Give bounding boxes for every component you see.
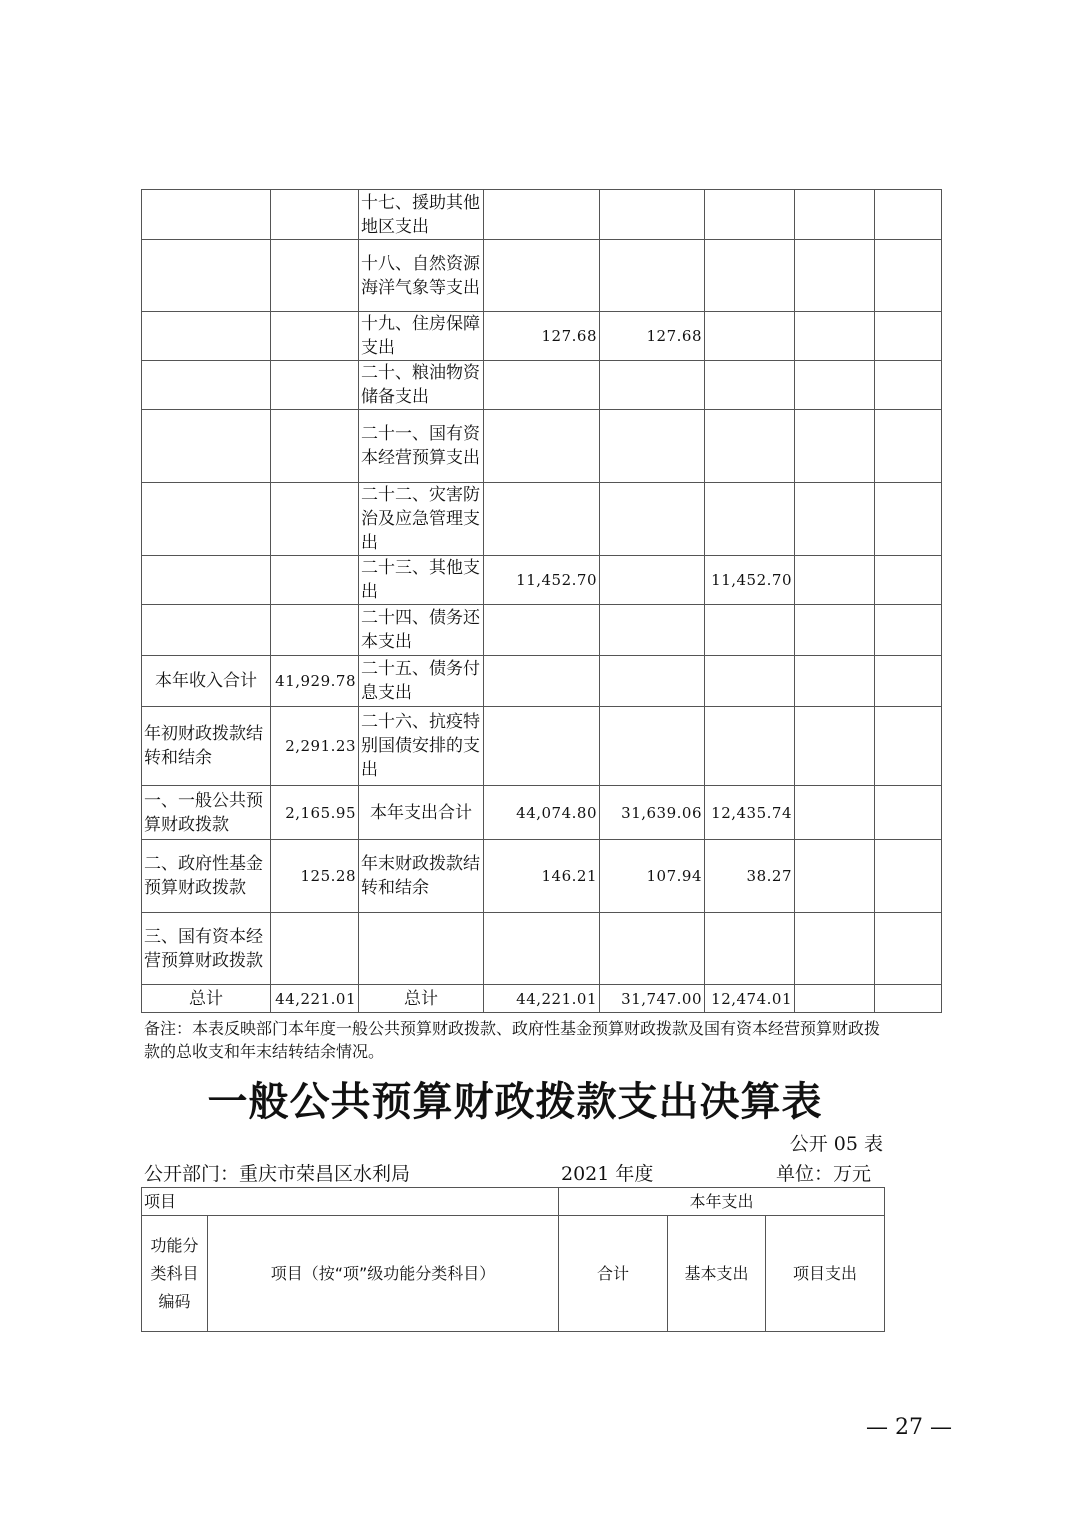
table-cell-c4: [484, 483, 600, 556]
table-cell-c8: [875, 556, 942, 605]
table-cell-c2: [271, 361, 359, 410]
table-cell-c2: [271, 240, 359, 312]
table-row: [142, 312, 942, 361]
table-cell-c2: 41,929.78: [271, 656, 359, 707]
table-cell-c4: 127.68: [484, 312, 600, 361]
table-cell-c2: 2,165.95: [271, 786, 359, 840]
unit-label: 单位：万元: [776, 1163, 872, 1185]
table-cell-c1: 一、一般公共预算财政拨款: [142, 786, 271, 840]
table-cell-c5: [600, 913, 705, 985]
table-cell-c8: [875, 985, 942, 1013]
table-cell-c3: 本年支出合计: [359, 786, 484, 840]
table-cell-c4: [484, 361, 600, 410]
table-cell-c1: [142, 410, 271, 483]
page-number: — 27 —: [866, 1415, 952, 1440]
table-row: [142, 707, 942, 786]
table-cell-c6: [705, 707, 795, 786]
table-cell-c2: [271, 605, 359, 656]
header-basic-expenditure: 基本支出: [668, 1216, 766, 1332]
header-item: 项目（按“项”级功能分类科目）: [208, 1216, 559, 1332]
table-cell-c5: [600, 190, 705, 240]
table-cell-c1: [142, 556, 271, 605]
expenditure-header-table: [141, 1187, 885, 1332]
table-cell-c1: 年初财政拨款结转和结余: [142, 707, 271, 786]
header-function-code: 功能分类科目编码: [142, 1216, 208, 1332]
table-row: [142, 840, 942, 913]
table-cell-c2: 2,291.23: [271, 707, 359, 786]
table-cell-c6: [705, 605, 795, 656]
table-cell-c7: [795, 410, 875, 483]
table-number: 公开 05 表: [789, 1133, 883, 1155]
table-row: [142, 913, 942, 985]
table-cell-c4: [484, 707, 600, 786]
table-cell-c8: [875, 913, 942, 985]
table-cell-c8: [875, 190, 942, 240]
table-cell-c1: [142, 361, 271, 410]
table-cell-c2: [271, 312, 359, 361]
table-cell-c5: [600, 361, 705, 410]
table-row: [142, 605, 942, 656]
table-cell-c8: [875, 240, 942, 312]
table-cell-c2: [271, 483, 359, 556]
table-cell-c4: [484, 913, 600, 985]
table-cell-c4: 11,452.70: [484, 556, 600, 605]
department-label: 公开部门：重庆市荣昌区水利局: [144, 1163, 411, 1185]
table-cell-c6: 12,435.74: [705, 786, 795, 840]
table-cell-c3: 十八、自然资源海洋气象等支出: [359, 240, 484, 312]
table-cell-c2: 44,221.01: [271, 985, 359, 1013]
table-row: [142, 361, 942, 410]
table-cell-c8: [875, 786, 942, 840]
table-cell-c6: [705, 483, 795, 556]
table-cell-c6: [705, 240, 795, 312]
table-cell-c7: [795, 483, 875, 556]
header-project: 项目: [142, 1188, 559, 1216]
table-cell-c5: 31,639.06: [600, 786, 705, 840]
table-cell-c1: [142, 190, 271, 240]
table-cell-c6: [705, 656, 795, 707]
table-cell-c6: [705, 312, 795, 361]
table-cell-c8: [875, 483, 942, 556]
table-cell-c5: [600, 483, 705, 556]
table-cell-c1: 本年收入合计: [142, 656, 271, 707]
table-cell-c6: [705, 190, 795, 240]
table-cell-c7: [795, 786, 875, 840]
table-cell-c5: [600, 605, 705, 656]
table-row: [142, 656, 942, 707]
table-cell-c4: [484, 410, 600, 483]
table-cell-c2: [271, 556, 359, 605]
table-cell-c5: [600, 240, 705, 312]
table-cell-c8: [875, 656, 942, 707]
table-cell-c7: [795, 707, 875, 786]
table-row: [142, 556, 942, 605]
table-cell-c8: [875, 707, 942, 786]
table-cell-c1: [142, 240, 271, 312]
table-cell-c3: 二十一、国有资本经营预算支出: [359, 410, 484, 483]
table-cell-c6: [705, 410, 795, 483]
table-note: 备注：本表反映部门本年度一般公共预算财政拨款、政府性基金预算财政拨款及国有资本经营预算财政拨款的总收支和年末结转结余情况。: [144, 1019, 881, 1061]
table-cell-c3: 二十三、其他支出: [359, 556, 484, 605]
table-cell-c2: [271, 913, 359, 985]
table-row: [142, 240, 942, 312]
table-cell-c3: 二十五、债务付息支出: [359, 656, 484, 707]
table-cell-c6: [705, 361, 795, 410]
table-cell-c4: [484, 656, 600, 707]
table-cell-c5: [600, 656, 705, 707]
fiscal-allocation-table: [141, 189, 942, 1013]
table-cell-c1: [142, 483, 271, 556]
table-cell-c7: [795, 985, 875, 1013]
table-cell-c7: [795, 240, 875, 312]
table-cell-c8: [875, 410, 942, 483]
table-cell-c7: [795, 312, 875, 361]
table-cell-c6: 12,474.01: [705, 985, 795, 1013]
table-cell-c5: 127.68: [600, 312, 705, 361]
table-cell-c5: [600, 410, 705, 483]
table-cell-c4: [484, 240, 600, 312]
table-cell-c1: 二、政府性基金预算财政拨款: [142, 840, 271, 913]
table-cell-c7: [795, 361, 875, 410]
table-cell-c2: [271, 190, 359, 240]
table-cell-c8: [875, 605, 942, 656]
table-cell-c6: 11,452.70: [705, 556, 795, 605]
table-cell-c7: [795, 913, 875, 985]
table-cell-c1: 总计: [142, 985, 271, 1013]
table-row: [142, 410, 942, 483]
table-row: [142, 483, 942, 556]
table-cell-c3: 总计: [359, 985, 484, 1013]
table-cell-c1: 三、国有资本经营预算财政拨款: [142, 913, 271, 985]
year-label: 2021 年度: [561, 1163, 654, 1185]
table-cell-c4: 146.21: [484, 840, 600, 913]
table-cell-c6: 38.27: [705, 840, 795, 913]
header-total: 合计: [559, 1216, 668, 1332]
table-cell-c5: [600, 707, 705, 786]
table-cell-c7: [795, 556, 875, 605]
table-cell-c4: 44,221.01: [484, 985, 600, 1013]
table-cell-c7: [795, 656, 875, 707]
table-cell-c3: 十九、住房保障支出: [359, 312, 484, 361]
header-project-expenditure: 项目支出: [766, 1216, 885, 1332]
table-row: [142, 985, 942, 1013]
table-cell-c7: [795, 605, 875, 656]
table-cell-c8: [875, 361, 942, 410]
table-cell-c5: 107.94: [600, 840, 705, 913]
table-cell-c3: 二十四、债务还本支出: [359, 605, 484, 656]
table-cell-c3: 二十二、灾害防治及应急管理支出: [359, 483, 484, 556]
table-cell-c8: [875, 312, 942, 361]
table-cell-c3: 二十六、抗疫特别国债安排的支出: [359, 707, 484, 786]
table-cell-c4: [484, 605, 600, 656]
table-row: [142, 786, 942, 840]
header-current-expenditure: 本年支出: [559, 1188, 885, 1216]
table-cell-c5: [600, 556, 705, 605]
table-cell-c2: [271, 410, 359, 483]
table-cell-c2: 125.28: [271, 840, 359, 913]
table-cell-c7: [795, 840, 875, 913]
table-row: [142, 190, 942, 240]
table-cell-c6: [705, 913, 795, 985]
table-cell-c3: 十七、援助其他地区支出: [359, 190, 484, 240]
table-cell-c7: [795, 190, 875, 240]
table-cell-c3: 年末财政拨款结转和结余: [359, 840, 484, 913]
table-cell-c3: 二十、粮油物资储备支出: [359, 361, 484, 410]
table-cell-c1: [142, 605, 271, 656]
table-cell-c5: 31,747.00: [600, 985, 705, 1013]
table-cell-c4: 44,074.80: [484, 786, 600, 840]
table-cell-c3: [359, 913, 484, 985]
table-cell-c8: [875, 840, 942, 913]
table-cell-c1: [142, 312, 271, 361]
table-cell-c4: [484, 190, 600, 240]
page-title: 一般公共预算财政拨款支出决算表: [207, 1078, 823, 1125]
